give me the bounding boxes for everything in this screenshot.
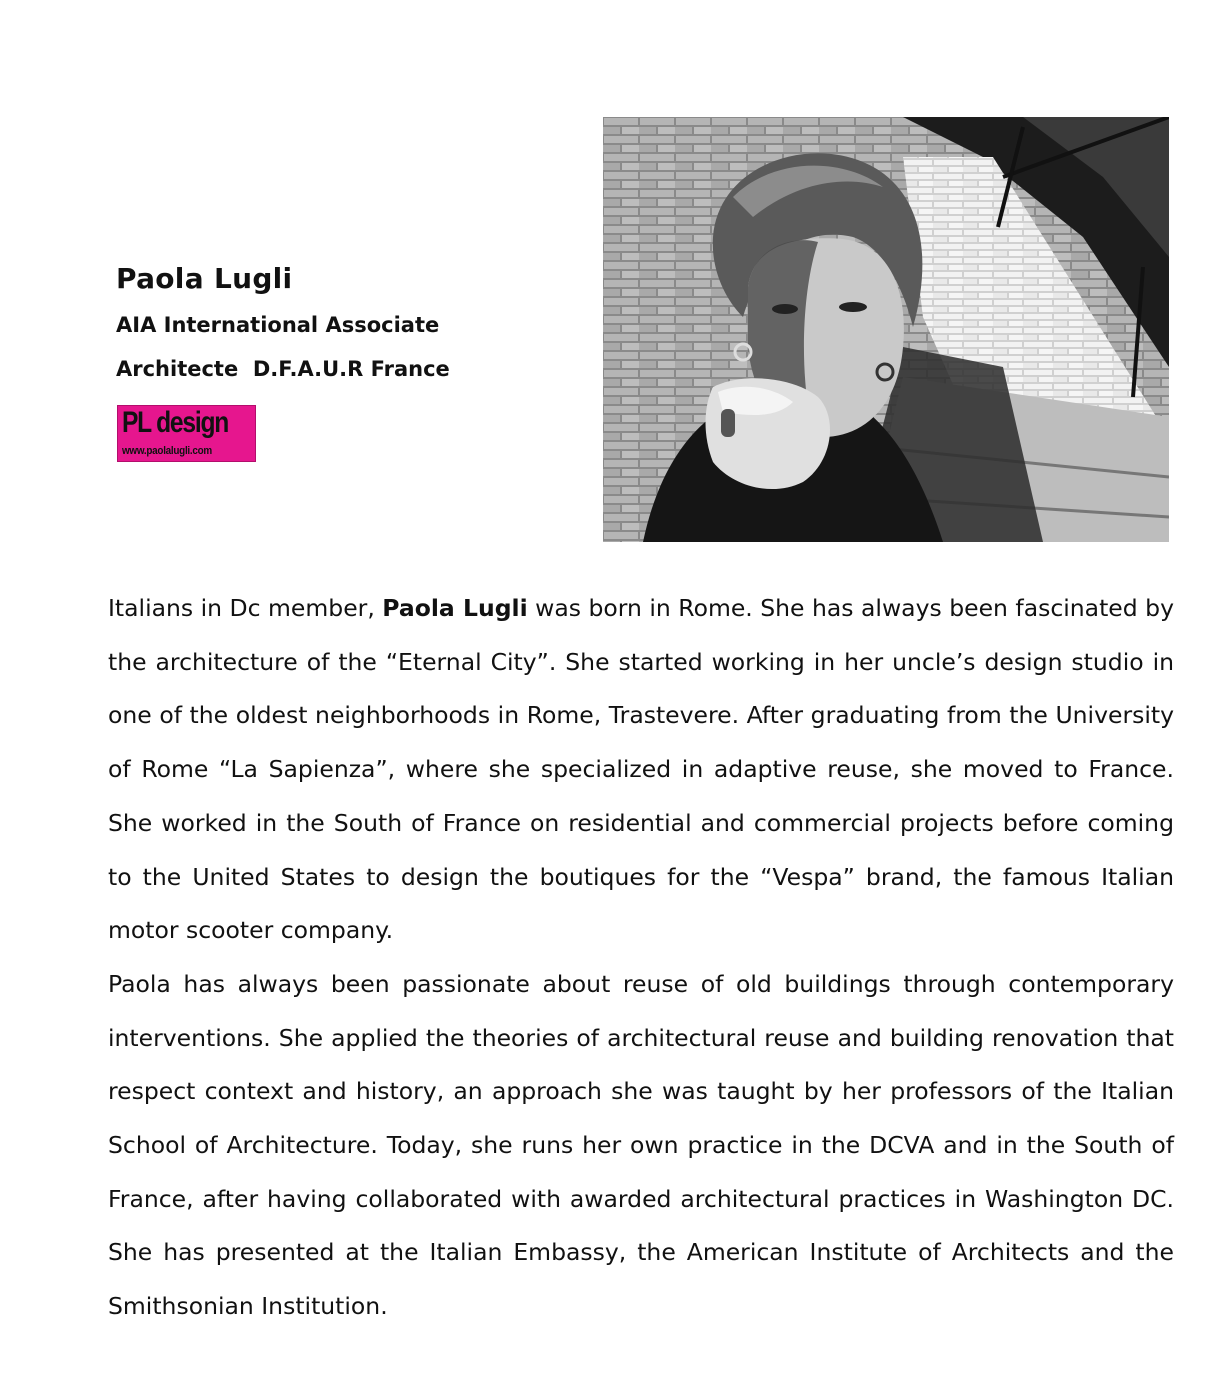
bio-paragraph-2: Paola has always been passionate about reuse of old buildings through contemporary interventions. She applied the theories of architectural reuse and building renovation that respect context and history, an approach she was taught by her professors of the Italian School of Architecture. Today, she runs her own practice in the DCVA and in the South of France, after having collaborated with awarded architectural practices in Washington DC. She has presented at the Italian Embassy, the American Institute of Architects and the Smithsonian Institution.	[108, 969, 1174, 1321]
portrait-photo	[603, 117, 1169, 542]
person-name: Paola Lugli	[116, 262, 293, 295]
header-block	[116, 262, 450, 401]
bio-p1-intro: Italians in Dc member,	[108, 594, 383, 622]
bio-p1-name: Paola Lugli	[382, 594, 528, 622]
logo-url: www.paolalugli.com	[122, 445, 212, 457]
biography	[108, 582, 1174, 1334]
credential-architecte: Architecte D.F.A.U.R France	[116, 357, 450, 381]
pl-design-logo	[117, 405, 256, 462]
bio-p1-text: was born in Rome. She has always been fascinated by the architecture of the “Eternal City”. She started working in her uncle’s design studio in one of the oldest neighborhoods in Rome, Trastevere. After graduating from the University of Rome “La Sapienza”, where she specialized in adaptive reuse, she moved to France. She worked in the South of France on residential and commercial projects before coming to the United States to design the boutiques for the “Vespa” brand, the famous Italian motor scooter company.	[108, 594, 1174, 945]
portrait-photo-icon	[603, 117, 1169, 542]
bio-paragraph-1	[108, 582, 1174, 958]
credential-aia: AIA International Associate	[116, 313, 440, 337]
logo-wordmark: PL design	[122, 406, 229, 439]
